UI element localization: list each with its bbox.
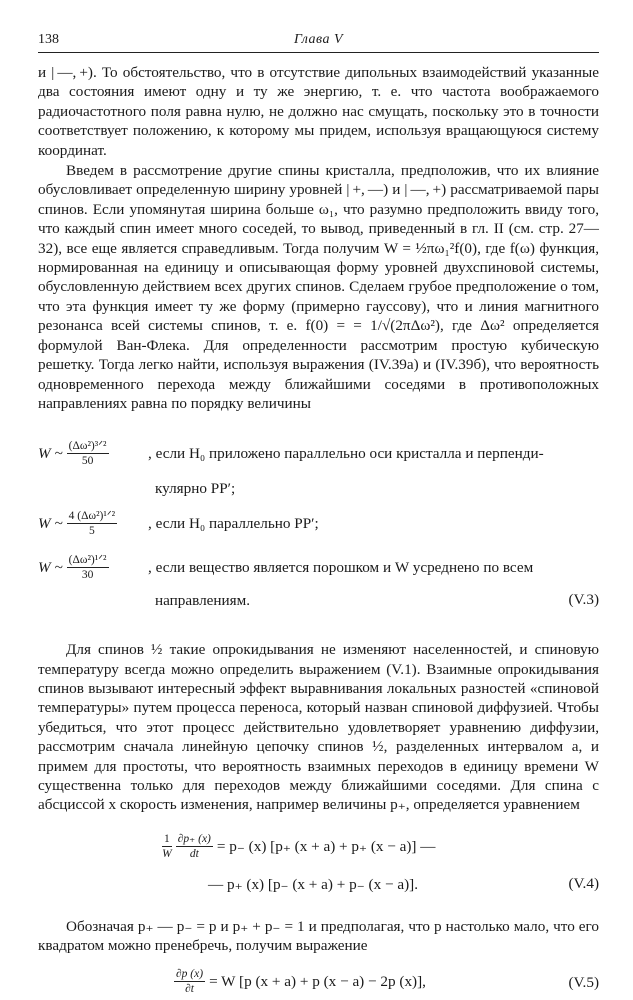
fraction-denominator: 30: [81, 568, 94, 581]
equation-number: (V.4): [568, 874, 599, 892]
fraction-numerator: ∂p₊ (x): [177, 832, 211, 845]
fraction-numerator: (Δω²)¹ᐟ²: [68, 553, 107, 566]
fraction-denominator: 50: [81, 455, 94, 468]
formula-lhs: [38, 510, 148, 538]
formula-continuation: направлениям.: [155, 591, 251, 609]
fraction-numerator: ∂p (x): [176, 967, 204, 980]
formula-condition: , если H₀ приложено параллельно оси кристалла и перпенди-: [148, 445, 544, 463]
paragraph-3: Для спинов ½ такие опрокидывания не изменяют населенностей, и спиновую температуру всегда можно определить выражением (V.1). Взаимные опрокидывания спинов вызывают интересный эффект выравнивания локальных разностей «спиновой температуры» путем процесса переноса, который назван спиновой диффузией. Чтобы убедиться, что этот процесс действительно удовлетворяет уравнению диффузии, рассмотрим сначала линейную цепочку спинов ½, разделенных интервалом a, и примем для простоты, что вероятность взаимных переходов в единицу времени W существенна только для переходов между ближайшими соседями. Для спина с абсциссой x скорость изменения, например величины p₊, определяется уравнением: [38, 641, 599, 814]
equation-rhs: = W [p (x + a) + p (x − a) − 2p (x)],: [209, 972, 426, 990]
equation-v4: [38, 829, 599, 899]
formula-row-2: [38, 511, 599, 537]
formula-lhs: [38, 440, 148, 468]
equation-fraction: [174, 968, 205, 996]
formula-block-v3: [38, 435, 599, 610]
equation-number: (V.3): [568, 591, 599, 609]
formula-lhs-text: W ~: [38, 514, 63, 532]
formula-continuation: кулярно PP′;: [155, 480, 236, 498]
formula-lhs: [38, 554, 148, 582]
formula-row-3-continuation: [38, 591, 599, 610]
fraction-numerator: 4 (Δω²)¹ᐟ²: [68, 509, 116, 522]
equation-rhs: = p₋ (x) [p₊ (x + a) + p₊ (x − a)] —: [216, 838, 436, 856]
fraction-denominator: dt: [189, 847, 199, 860]
formula-fraction: [67, 554, 109, 582]
equation-line-2: — p₊ (x) [p₋ (x + a) + p₋ (x − a)].: [208, 875, 418, 893]
formula-lhs-text: W ~: [38, 558, 63, 576]
fraction-denominator: 5: [89, 524, 95, 537]
chapter-title: Глава V: [293, 32, 344, 47]
book-page: [38, 30, 599, 998]
fraction-denominator: ∂t: [185, 982, 194, 995]
equation-line-1: [158, 833, 435, 861]
paragraph-1: и | —, +). То обстоятельство, что в отсутствие дипольных взаимодействий указанные два состояния имеют одну и ту же энергию, т. е. что частота воображаемого радиочастотного поля равна нулю, не должно нас смущать, поскольку это в точности соответствует положению, к которому мы придем, используя вращающуюся систему координат.: [38, 64, 599, 159]
equation-line: [170, 968, 426, 996]
equation-number: (V.5): [568, 973, 599, 991]
page-number: 138: [38, 32, 59, 47]
fraction-denominator: W: [162, 847, 172, 860]
paragraph-4: Обозначая p₊ — p₋ = p и p₊ + p₋ = 1 и предполагая, что p настолько мало, что его квадратом можно пренебречь, получим выражение: [38, 917, 599, 955]
page-header: [38, 30, 599, 53]
formula-condition: , если вещество является порошком и W усреднено по всем: [148, 558, 534, 576]
equation-fraction: [162, 833, 172, 861]
equation-v5: [38, 964, 599, 998]
fraction-numerator: (Δω²)³ᐟ²: [68, 440, 107, 453]
fraction-numerator: 1: [164, 832, 170, 845]
formula-lhs-text: W ~: [38, 445, 63, 463]
formula-row-1: [38, 435, 599, 473]
formula-condition: , если H₀ параллельно PP′;: [148, 514, 319, 532]
equation-fraction: [176, 833, 213, 861]
formula-fraction: [67, 510, 117, 538]
paragraph-2: Введем в рассмотрение другие спины кристалла, предположив, что их влияние обусловливает определенную ширину уровней | +, —) и | —, +) рассматриваемой пары спинов. Если упомянутая ширина больше ω₁, что разумно предположить ввиду того, что каждый спин имеет много соседей, то вывод, приведенный в гл. II (см. стр. 27—32), все еще является справедливым. Тогда получим W = ½πω₁²f(0), где f(ω) функция, нормированная на единицу и описывающая форму уровней двухспиновой системы, обусловленную действием всех других спинов. Сделаем грубое предположение о том, что эта функция имеет ту же форму (примерно гауссову), что и линия магнитного резонанса всей системы спинов, т. е. f(0) = = 1/√(2πΔω²), где Δω² определяется формулой Ван-Флека. Для определенности рассмотрим простую кубическую решетку. Тогда легко найти, используя выражения (IV.39а) и (IV.39б), что вероятность одновременного перехода между ближайшими соседями в противоположных направлениях равна по порядку величины: [38, 162, 599, 412]
formula-row-3: [38, 551, 599, 585]
formula-fraction: [67, 440, 109, 468]
